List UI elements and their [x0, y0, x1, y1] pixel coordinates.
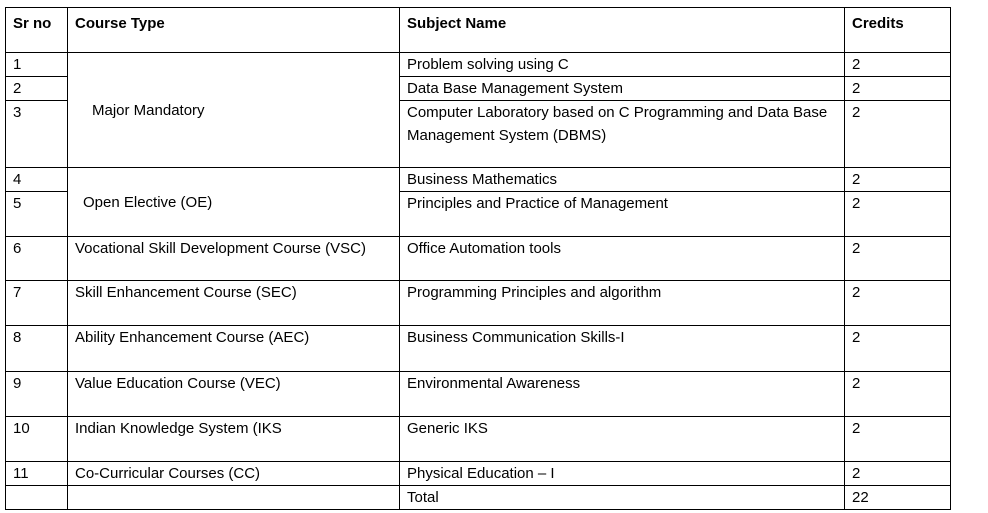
table-row [6, 417, 951, 462]
sr-no-cell: 7 [6, 281, 68, 326]
subject-cell: Business Mathematics [400, 168, 845, 192]
course-type-cell: Vocational Skill Development Course (VSC) [68, 237, 400, 281]
table-row [6, 168, 951, 192]
credits-cell: 2 [845, 168, 951, 192]
sr-no-cell: 5 [6, 192, 68, 237]
subject-cell: Data Base Management System [400, 77, 845, 101]
course-type-cell: Major Mandatory [68, 53, 400, 168]
table-row [6, 462, 951, 486]
course-type-cell: Indian Knowledge System (IKS [68, 417, 400, 462]
subject-cell: Programming Principles and algorithm [400, 281, 845, 326]
total-row [6, 486, 951, 510]
course-type-cell: Ability Enhancement Course (AEC) [68, 326, 400, 372]
subject-cell: Physical Education – I [400, 462, 845, 486]
header-subject-name: Subject Name [400, 8, 845, 53]
course-type-cell: Skill Enhancement Course (SEC) [68, 281, 400, 326]
credits-table [5, 7, 951, 510]
header-course-type: Course Type [68, 8, 400, 53]
course-type-cell: Open Elective (OE) [68, 168, 400, 237]
sr-no-cell: 3 [6, 101, 68, 168]
credits-cell: 2 [845, 101, 951, 168]
table-row [6, 281, 951, 326]
credits-cell: 2 [845, 281, 951, 326]
credits-cell: 2 [845, 372, 951, 417]
sr-no-cell: 8 [6, 326, 68, 372]
subject-cell: Office Automation tools [400, 237, 845, 281]
credits-cell: 2 [845, 53, 951, 77]
subject-cell: Computer Laboratory based on C Programming and Data Base Management System (DBMS) [400, 101, 845, 168]
course-type-cell: Co-Curricular Courses (CC) [68, 462, 400, 486]
sr-no-cell: 6 [6, 237, 68, 281]
total-label: Total [400, 486, 845, 510]
credits-cell: 2 [845, 237, 951, 281]
subject-cell: Generic IKS [400, 417, 845, 462]
sr-no-cell: 1 [6, 53, 68, 77]
credits-cell: 2 [845, 417, 951, 462]
subject-cell: Business Communication Skills-I [400, 326, 845, 372]
subject-cell: Problem solving using C [400, 53, 845, 77]
header-sr-no: Sr no [6, 8, 68, 53]
empty-cell [68, 486, 400, 510]
credits-cell: 2 [845, 192, 951, 237]
empty-cell [6, 486, 68, 510]
table-row [6, 372, 951, 417]
sr-no-cell: 9 [6, 372, 68, 417]
sr-no-cell: 11 [6, 462, 68, 486]
table-row [6, 53, 951, 77]
sr-no-cell: 10 [6, 417, 68, 462]
subject-cell: Environmental Awareness [400, 372, 845, 417]
sr-no-cell: 4 [6, 168, 68, 192]
credits-cell: 2 [845, 77, 951, 101]
table-row [6, 326, 951, 372]
course-type-cell: Value Education Course (VEC) [68, 372, 400, 417]
subject-cell: Principles and Practice of Management [400, 192, 845, 237]
total-credits: 22 [845, 486, 951, 510]
header-row [6, 8, 951, 53]
credits-cell: 2 [845, 326, 951, 372]
credits-cell: 2 [845, 462, 951, 486]
sr-no-cell: 2 [6, 77, 68, 101]
table-row [6, 237, 951, 281]
header-credits: Credits [845, 8, 951, 53]
